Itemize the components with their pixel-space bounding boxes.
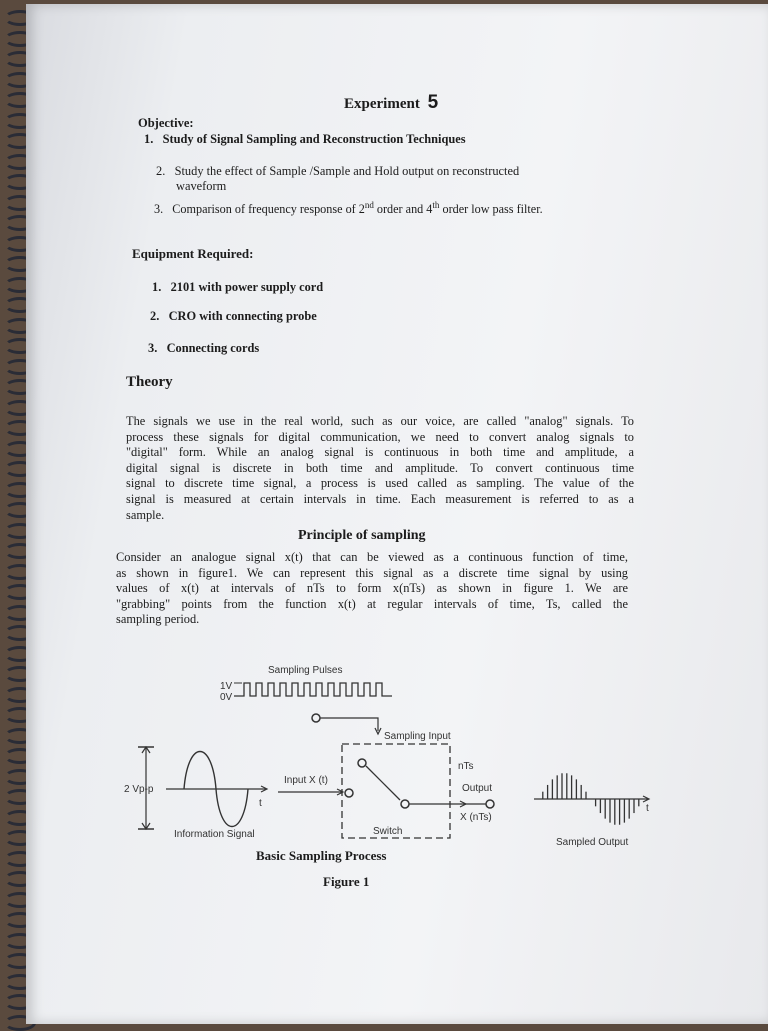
- equipment-item-2-text: CRO with connecting probe: [168, 309, 317, 323]
- sampling-input-wire: [320, 718, 378, 731]
- objective-item-3-num: 3.: [154, 202, 164, 217]
- sampling-pulse-train: [234, 683, 392, 696]
- theory-line: signal to discrete time signal, a process is used called as sampling. The value of the: [126, 476, 634, 491]
- figure-caption: Basic Sampling Process: [256, 848, 387, 863]
- theory-line: process these signals for digital communication, we need to convert analog signals to: [126, 429, 634, 444]
- label-2vpp: 2 Vp-p: [124, 784, 154, 795]
- theory-line: signal is measured at certain intervals in time. Each measurement is referred to as a: [126, 491, 634, 506]
- objective-item-3-text-b: order and 4: [373, 202, 433, 217]
- objective-item-1: [144, 132, 466, 147]
- label-sampled-output: Sampled Output: [556, 837, 629, 848]
- objective-item-3: [154, 200, 543, 217]
- label-output: Output: [462, 783, 493, 794]
- principle-line: as shown in figure1. We can represent this signal as a discrete time signal by using: [116, 565, 628, 580]
- document-page: [26, 4, 768, 1024]
- switch-output-contact: [401, 800, 409, 808]
- switch-upper-contact: [358, 759, 366, 767]
- principle-line: sampling period.: [116, 612, 200, 627]
- title-text: Experiment: [344, 96, 420, 112]
- page-title: [344, 92, 438, 114]
- output-terminal: [486, 800, 494, 808]
- objective-item-3-sup-th: th: [432, 200, 440, 210]
- equipment-heading: Equipment Required:: [132, 246, 254, 261]
- label-information-signal: Information Signal: [174, 829, 255, 840]
- equipment-item-1: [152, 280, 323, 295]
- objective-item-3-sup-nd: nd: [364, 200, 374, 210]
- sampling-input-terminal: [312, 714, 320, 722]
- theory-line: "digital" form. While an analog signal is continuous in both time and amplitude, a: [126, 445, 634, 460]
- label-xnts: X (nTs): [460, 812, 492, 823]
- objective-item-2-text: Study the effect of Sample /Sample and Hold output on reconstructed: [174, 164, 520, 178]
- principle-heading: Principle of sampling: [298, 528, 426, 543]
- objective-item-2-text-cont: waveform: [176, 179, 227, 193]
- sampling-process-diagram: [116, 659, 676, 859]
- principle-line: Consider an analogue signal x(t) that can be viewed as a continuous function of time,: [116, 550, 628, 564]
- equipment-item-2-num: 2.: [150, 309, 160, 323]
- theory-line: digital signal is discrete in both time and amplitude. To convert continuous time: [126, 460, 634, 475]
- label-switch: Switch: [373, 826, 403, 837]
- equipment-item-2: [150, 309, 317, 324]
- switch-arm: [366, 766, 400, 800]
- figure-label: Figure 1: [323, 874, 370, 889]
- label-input: Input X (t): [284, 775, 328, 786]
- label-0v: 0V: [220, 692, 233, 703]
- principle-paragraph: [116, 550, 628, 628]
- theory-paragraph: [126, 414, 634, 523]
- equipment-item-1-num: 1.: [152, 280, 162, 294]
- theory-heading: Theory: [126, 374, 173, 390]
- equipment-item-3-text: Connecting cords: [166, 341, 260, 355]
- objective-heading: Objective:: [138, 116, 194, 130]
- objective-item-1-num: 1.: [144, 132, 154, 146]
- label-t-sampled: t: [646, 803, 649, 814]
- objective-item-2-num: 2.: [156, 164, 166, 178]
- objective-item-3-text-c: order low pass filter.: [439, 202, 543, 217]
- principle-line: values of x(t) at intervals of nTs to form x(nTs) as shown in figure 1. We are: [116, 581, 628, 596]
- principle-line: "grabbing" points from the function x(t) at regular intervals of time, Ts, called the: [116, 596, 628, 611]
- objective-item-2: [156, 164, 646, 194]
- theory-line: sample.: [126, 507, 165, 522]
- switch-box: [342, 744, 450, 838]
- equipment-item-3-num: 3.: [148, 341, 158, 355]
- label-sampling-input: Sampling Input: [384, 731, 451, 742]
- label-sampling-pulses: Sampling Pulses: [268, 665, 343, 676]
- theory-line: The signals we use in the real world, such as our voice, are called "analog" signals. To: [126, 414, 634, 428]
- equipment-item-1-text: 2101 with power supply cord: [170, 280, 324, 294]
- objective-item-3-text-a: Comparison of frequency response of 2: [172, 202, 365, 217]
- label-nts: nTs: [458, 761, 474, 772]
- label-t-info: t: [259, 798, 262, 809]
- equipment-item-3: [148, 341, 259, 356]
- experiment-number: 5: [427, 92, 439, 113]
- objective-item-1-text: Study of Signal Sampling and Reconstruction Techniques: [162, 132, 466, 146]
- label-1v: 1V: [220, 681, 233, 692]
- switch-input-contact: [345, 789, 353, 797]
